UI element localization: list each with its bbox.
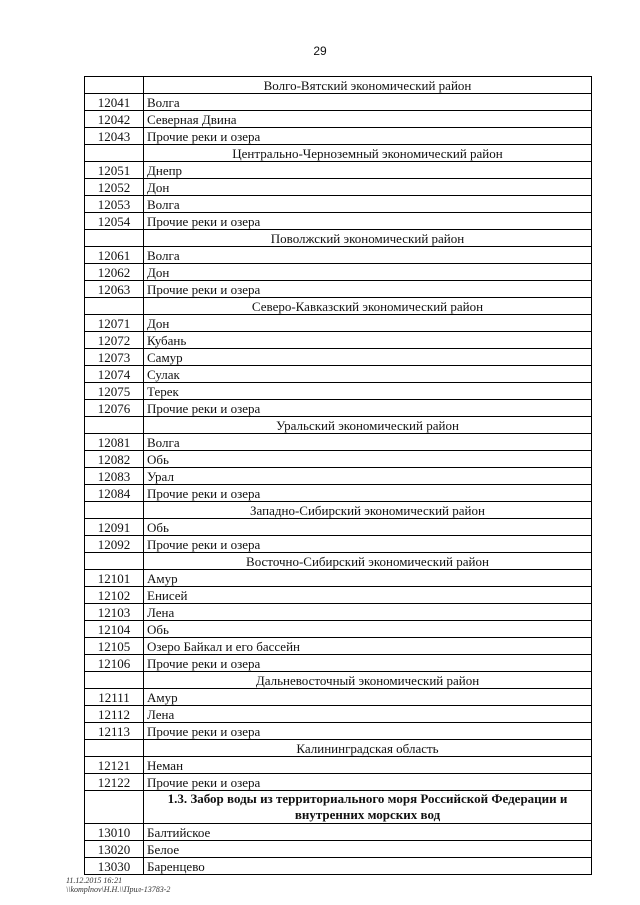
document-footer [66, 876, 170, 894]
code-cell: 12121 [85, 757, 144, 774]
code-cell: 12101 [85, 570, 144, 587]
code-cell: 12071 [85, 315, 144, 332]
table-row [85, 621, 592, 638]
water-body-name-cell: Прочие реки и озера [144, 485, 592, 502]
water-body-name-cell: Дон [144, 264, 592, 281]
table-row [85, 841, 592, 858]
code-cell: 12084 [85, 485, 144, 502]
table-row [85, 434, 592, 451]
table-row [85, 723, 592, 740]
water-body-name-cell: Днепр [144, 162, 592, 179]
empty-code-cell [85, 298, 144, 315]
table-row [85, 281, 592, 298]
table-row [85, 332, 592, 349]
table-row [85, 94, 592, 111]
table-row [85, 128, 592, 145]
code-cell: 12106 [85, 655, 144, 672]
water-body-name-cell: Волга [144, 196, 592, 213]
table-row [85, 162, 592, 179]
region-title: Волго-Вятский экономический район [144, 77, 592, 94]
section-header-row [85, 791, 592, 824]
water-body-name-cell: Прочие реки и озера [144, 400, 592, 417]
water-body-name-cell: Амур [144, 570, 592, 587]
table-row [85, 774, 592, 791]
table-row [85, 196, 592, 213]
table-row [85, 264, 592, 281]
code-cell: 12092 [85, 536, 144, 553]
code-cell: 12075 [85, 383, 144, 400]
page-number: 29 [313, 44, 327, 58]
region-title: Калининградская область [144, 740, 592, 757]
water-body-name-cell: Енисей [144, 587, 592, 604]
code-cell: 12082 [85, 451, 144, 468]
empty-code-cell [85, 145, 144, 162]
table-row [85, 570, 592, 587]
code-cell: 12054 [85, 213, 144, 230]
code-cell: 13010 [85, 824, 144, 841]
region-title: Уральский экономический район [144, 417, 592, 434]
water-body-name-cell: Прочие реки и озера [144, 213, 592, 230]
empty-code-cell [85, 230, 144, 247]
water-body-name-cell: Лена [144, 604, 592, 621]
region-header-row [85, 77, 592, 94]
region-header-row [85, 145, 592, 162]
code-cell: 12111 [85, 689, 144, 706]
table-row [85, 858, 592, 875]
empty-code-cell [85, 502, 144, 519]
water-body-name-cell: Самур [144, 349, 592, 366]
code-cell: 12051 [85, 162, 144, 179]
code-cell: 12072 [85, 332, 144, 349]
water-body-name-cell: Обь [144, 519, 592, 536]
code-cell: 12053 [85, 196, 144, 213]
table-row [85, 383, 592, 400]
table-row [85, 757, 592, 774]
region-title: Восточно-Сибирский экономический район [144, 553, 592, 570]
table-row [85, 824, 592, 841]
water-body-name-cell: Прочие реки и озера [144, 128, 592, 145]
water-body-name-cell: Амур [144, 689, 592, 706]
water-body-name-cell: Северная Двина [144, 111, 592, 128]
table-row [85, 315, 592, 332]
region-header-row [85, 417, 592, 434]
water-body-name-cell: Неман [144, 757, 592, 774]
code-cell: 12083 [85, 468, 144, 485]
code-cell: 13030 [85, 858, 144, 875]
water-body-name-cell: Сулак [144, 366, 592, 383]
table-row [85, 689, 592, 706]
table-row [85, 604, 592, 621]
table-row [85, 179, 592, 196]
region-header-row [85, 553, 592, 570]
region-header-row [85, 502, 592, 519]
code-cell: 12091 [85, 519, 144, 536]
table-row [85, 655, 592, 672]
code-cell: 12105 [85, 638, 144, 655]
region-title: Центрально-Черноземный экономический район [144, 145, 592, 162]
water-body-name-cell: Урал [144, 468, 592, 485]
footer-file-path: \\komplnov\Н.Н.\\Прил-13783-2 [66, 885, 171, 894]
water-body-name-cell: Волга [144, 94, 592, 111]
region-header-row [85, 230, 592, 247]
water-body-name-cell: Белое [144, 841, 592, 858]
empty-code-cell [85, 791, 144, 824]
table-row [85, 400, 592, 417]
water-body-name-cell: Озеро Байкал и его бассейн [144, 638, 592, 655]
water-body-name-cell: Кубань [144, 332, 592, 349]
water-body-name-cell: Волга [144, 434, 592, 451]
table-row [85, 468, 592, 485]
table-row [85, 111, 592, 128]
water-body-name-cell: Прочие реки и озера [144, 536, 592, 553]
empty-code-cell [85, 740, 144, 757]
water-body-code-table [84, 76, 592, 875]
table-row [85, 587, 592, 604]
water-body-name-cell: Прочие реки и озера [144, 281, 592, 298]
table-body [85, 77, 592, 875]
region-title: Дальневосточный экономический район [144, 672, 592, 689]
code-cell: 12074 [85, 366, 144, 383]
water-body-name-cell: Дон [144, 179, 592, 196]
water-body-name-cell: Прочие реки и озера [144, 723, 592, 740]
water-body-name-cell: Терек [144, 383, 592, 400]
water-body-name-cell: Прочие реки и озера [144, 655, 592, 672]
region-title: Северо-Кавказский экономический район [144, 298, 592, 315]
code-cell: 12112 [85, 706, 144, 723]
code-cell: 12103 [85, 604, 144, 621]
table-row [85, 366, 592, 383]
code-cell: 12076 [85, 400, 144, 417]
footer-timestamp: 11.12.2015 16:21 [66, 876, 123, 885]
water-body-name-cell: Обь [144, 621, 592, 638]
table-row [85, 536, 592, 553]
code-cell: 12073 [85, 349, 144, 366]
region-header-row [85, 672, 592, 689]
code-cell: 12043 [85, 128, 144, 145]
table-row [85, 349, 592, 366]
code-cell: 12052 [85, 179, 144, 196]
code-cell: 12042 [85, 111, 144, 128]
region-header-row [85, 740, 592, 757]
water-body-name-cell: Прочие реки и озера [144, 774, 592, 791]
code-cell: 12104 [85, 621, 144, 638]
table-row [85, 519, 592, 536]
empty-code-cell [85, 417, 144, 434]
table-row [85, 706, 592, 723]
region-title: Поволжский экономический район [144, 230, 592, 247]
region-header-row [85, 298, 592, 315]
code-cell: 12113 [85, 723, 144, 740]
code-cell: 12081 [85, 434, 144, 451]
water-body-name-cell: Волга [144, 247, 592, 264]
empty-code-cell [85, 672, 144, 689]
region-title: Западно-Сибирский экономический район [144, 502, 592, 519]
code-cell: 12063 [85, 281, 144, 298]
empty-code-cell [85, 77, 144, 94]
code-cell: 12122 [85, 774, 144, 791]
empty-code-cell [85, 553, 144, 570]
water-body-name-cell: Баренцево [144, 858, 592, 875]
code-cell: 12102 [85, 587, 144, 604]
code-cell: 12062 [85, 264, 144, 281]
section-title: 1.3. Забор воды из территориального моря Российской Федерации и внутренних морских вод [144, 791, 592, 824]
table-row [85, 213, 592, 230]
water-body-name-cell: Обь [144, 451, 592, 468]
code-cell: 13020 [85, 841, 144, 858]
table-row [85, 638, 592, 655]
water-body-name-cell: Лена [144, 706, 592, 723]
water-body-name-cell: Дон [144, 315, 592, 332]
water-body-name-cell: Балтийское [144, 824, 592, 841]
code-cell: 12041 [85, 94, 144, 111]
table-row [85, 485, 592, 502]
table-row [85, 247, 592, 264]
code-cell: 12061 [85, 247, 144, 264]
table-row [85, 451, 592, 468]
